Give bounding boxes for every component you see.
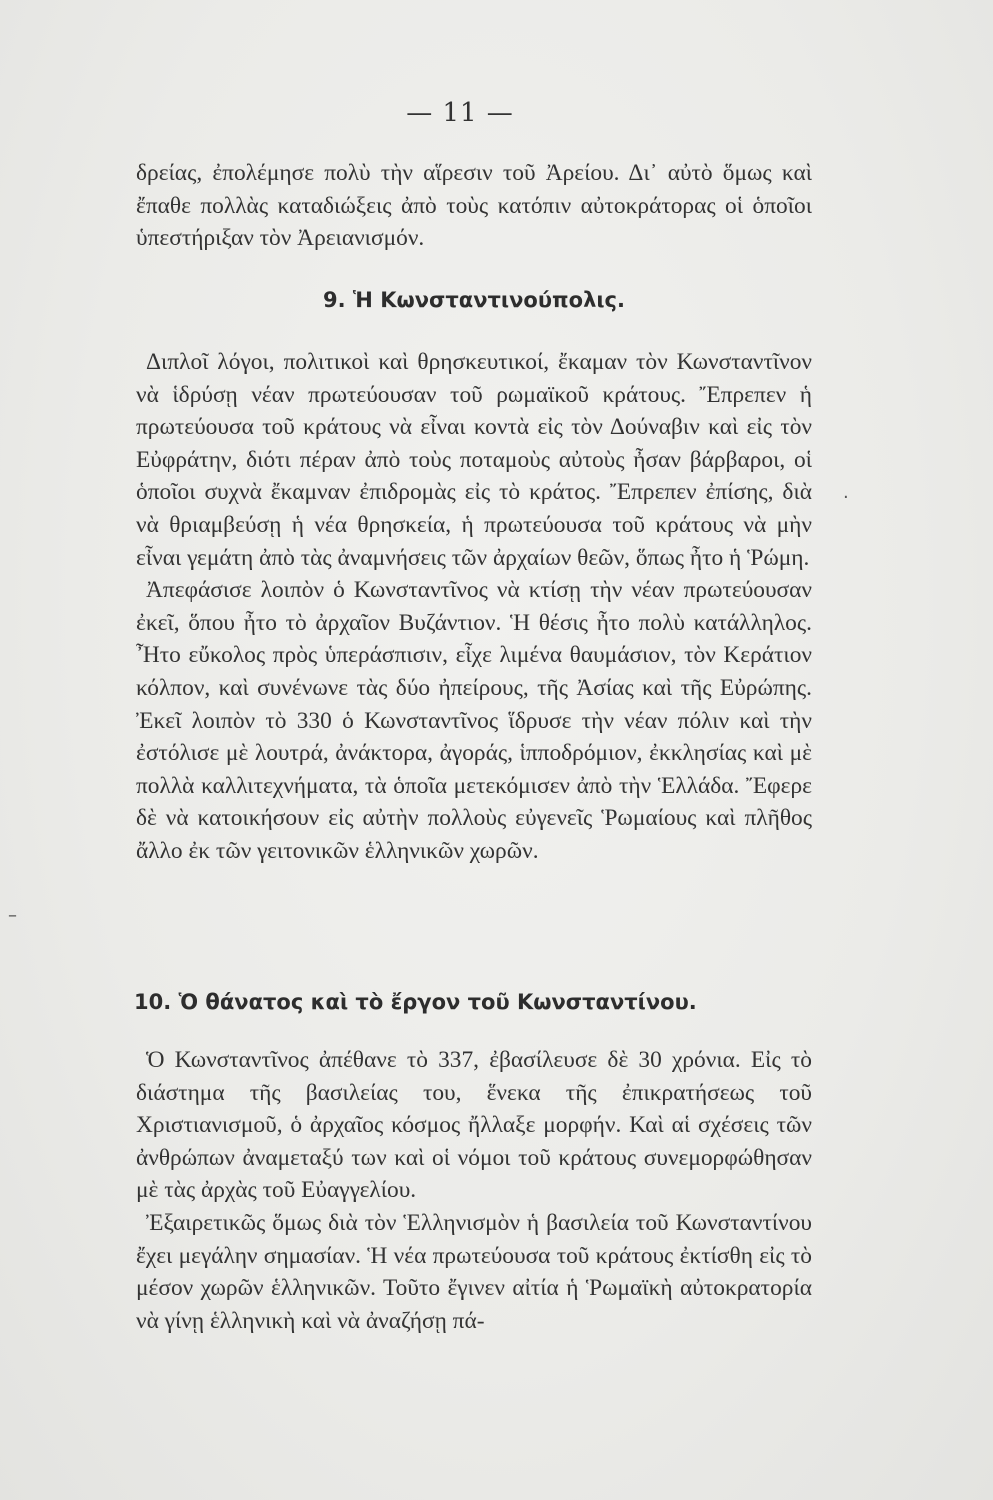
section-10-paragraph-1: Ὁ Κωνσταντῖνος ἀπέθανε τὸ 337, ἐβασίλευσε δὲ 30 χρόνια. Εἰς τὸ διάστημα τῆς βασιλείας του, ἕνεκα τῆς ἐπικρατήσεως τοῦ Χριστιανισμοῦ, ὁ ἀρχαῖος κόσμος ἤλλαξε μορφήν. Καὶ αἱ σχέσεις τῶν ἀνθρώπων ἀναμεταξύ των καὶ οἱ νόμοι τοῦ κράτους συνεμορφώθησαν μὲ τὰς ἀρχὰς τοῦ Εὐαγγελίου. xyxy=(136,1047,812,1204)
section-10-paragraph-2: Ἐξαιρετικῶς ὅμως διὰ τὸν Ἑλληνισμὸν ἡ βασιλεία τοῦ Κωνσταντίνου ἔχει μεγάλην σημασίαν. Ἡ νέα πρωτεύουσα τοῦ κράτους ἐκτίσθη εἰς τὸ μέσον χωρῶν ἑλληνικῶν. Τοῦτο ἔγινεν αἰτία ἡ Ῥωμαϊκὴ αὐτοκρατορία νὰ γίνῃ ἑλληνικὴ καὶ νὰ ἀναζήσῃ πά- xyxy=(136,1209,812,1334)
section-9-heading: 9. Ἡ Κωνσταντινούπολις. xyxy=(323,288,625,312)
page-number: — 11 — xyxy=(406,98,514,128)
section-10-body xyxy=(136,1044,812,1337)
intro-paragraph: δρείας, ἐπολέμησε πολὺ τὴν αἵρεσιν τοῦ Ἀρείου. Δι᾽ αὐτὸ ὅμως καὶ ἔπαθε πολλὰς καταδιώξεις ἀπὸ τοὺς κατόπιν αὐτοκράτορας οἱ ὁποῖοι ὑπεστήριξαν τὸν Ἀρειανισμόν. xyxy=(136,160,812,252)
section-10-heading: 10. Ὁ θάνατος καὶ τὸ ἔργον τοῦ Κωνσταντίνου. xyxy=(134,990,697,1014)
margin-mark-right: . xyxy=(843,482,849,503)
section-9-paragraph-1: Διπλοῖ λόγοι, πολιτικοὶ καὶ θρησκευτικοί, ἔκαμαν τὸν Κωνσταντῖνον νὰ ἱδρύσῃ νέαν πρωτεύουσαν τοῦ ρωμαϊκοῦ κράτους. Ἔπρεπεν ἡ πρωτεύουσα τοῦ κράτους νὰ εἶναι κοντὰ εἰς τὸν Δούναβιν καὶ εἰς τὸν Εὐφράτην, διότι πέραν ἀπὸ τοὺς ποταμοὺς αὐτοὺς ἦσαν βάρβαροι, οἱ ὁποῖοι συχνὰ ἔκαμναν ἐπιδρομὰς εἰς τὸ κράτος. Ἔπρεπεν ἐπίσης, διὰ νὰ θριαμβεύσῃ ἡ νέα θρησκεία, ἡ πρωτεύουσα τοῦ κράτους νὰ μὴν εἶναι γεμάτη ἀπὸ τὰς ἀναμνήσεις τῶν ἀρχαίων θεῶν, ὅπως ἦτο ἡ Ῥώμη. xyxy=(136,349,812,571)
margin-mark-left: – xyxy=(8,905,17,926)
intro-text-block xyxy=(136,157,812,255)
section-9-body xyxy=(136,346,812,868)
section-9-paragraph-2: Ἀπεφάσισε λοιπὸν ὁ Κωνσταντῖνος νὰ κτίσῃ τὴν νέαν πρωτεύουσαν ἐκεῖ, ὅπου ἦτο τὸ ἀρχαῖον Βυζάντιον. Ἡ θέσις ἦτο πολὺ κατάλληλος. Ἦτο εὔκολος πρὸς ὑπεράσπισιν, εἶχε λιμένα θαυμάσιον, τὸν Κεράτιον κόλπον, καὶ συνένωνε τὰς δύο ἠπείρους, τῆς Ἀσίας καὶ τῆς Εὐρώπης. Ἐκεῖ λοιπὸν τὸ 330 ὁ Κωνσταντῖνος ἵδρυσε τὴν νέαν πόλιν καὶ τὴν ἐστόλισε μὲ λουτρά, ἀνάκτορα, ἀγοράς, ἱπποδρόμιον, ἐκκλησίας καὶ μὲ πολλὰ καλλιτεχνήματα, τὰ ὁποῖα μετεκόμισεν ἀπὸ τὴν Ἑλλάδα. Ἔφερε δὲ νὰ κατοικήσουν εἰς αὐτὴν πολλοὺς εὐγενεῖς Ῥωμαίους καὶ πλῆθος ἄλλο ἐκ τῶν γειτονικῶν ἑλληνικῶν χωρῶν. xyxy=(136,577,812,864)
